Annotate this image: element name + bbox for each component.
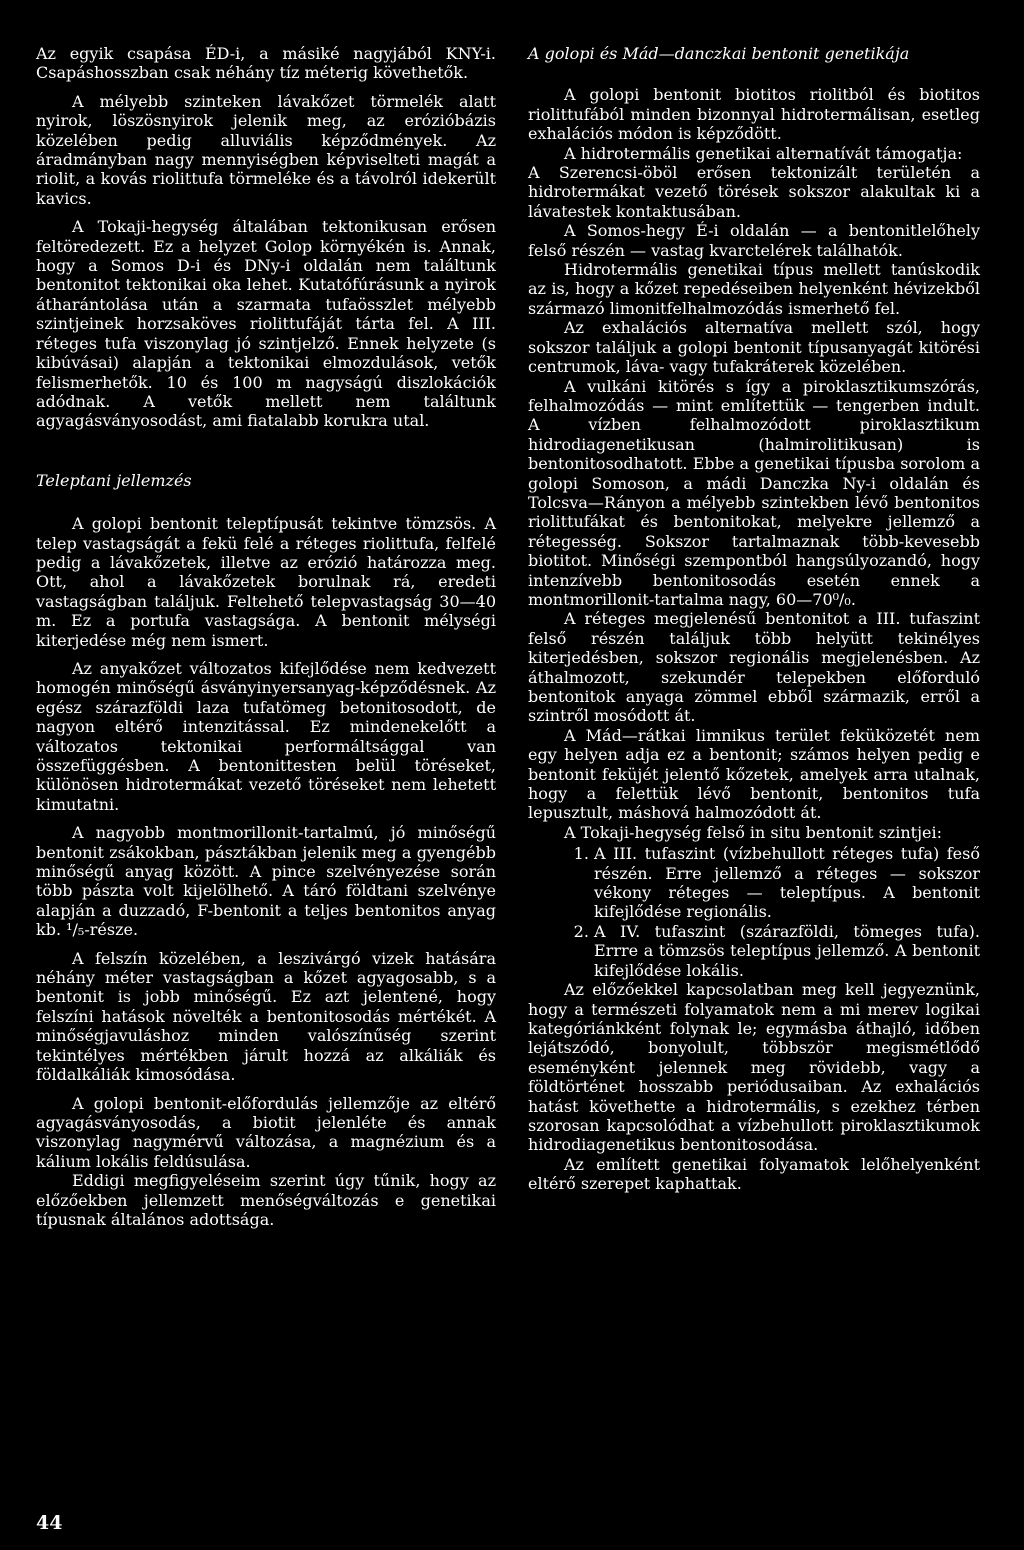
right-column [528, 44, 980, 1194]
paragraph: A Tokaji-hegység felső in situ bentonit szintjei: [564, 822, 943, 842]
paragraph: A Tokaji-hegység általában tektonikusan erősen feltöredezett. Ez a helyzet Golop környékén is. Annak, hogy a Somos D-i és DNy-i oldalán nem találtunk bentonitot tektonikai oka lehet. Kutatófúrásunk a nyirok átharántolása után a szarmata tufaösszlet mélyebb szintjeinek horzsaköves riolittufáját tárta fel. A III. réteges tufa viszonylag jó szintjelző. Ennek helyzete (s kibúvásai) alapján a tektonikai elmozdulások, vetők felismerhetők. 10 és 100 m nagyságú diszlokációk adódnak. A vetők mellett nem találtunk agyagásványosodást, ami fiatalabb korukra utal. [36, 217, 496, 431]
paragraph: A golopi bentonit teleptípusát tekintve tömzsös. A telep vastagságát a fekü felé a réteges riolittufa, felfelé pedig a lávakőzetek, illetve az erózió határozza meg. Ott, ahol a lávakőzetek borulnak rá, eredeti vastagságban találjuk. Feltehető telepvastagság 30—40 m. Ez a portufa vastagsága. A bentonit mélységi kiterjedése még nem ismert. [36, 514, 496, 650]
paragraph: A Somos-hegy É-i oldalán — a bentonitlelőhely felső részén — vastag kvarctelérek találhatók. [528, 221, 980, 260]
paragraph: A vulkáni kitörés s így a piroklasztikumszórás, felhalmozódás — mint említettük — tengerben indult. A vízben felhalmozódott piroklasztikum hidrodiagenetikusan (halmirolitikusan) is bentonitosodhatott. Ebbe a genetikai típusba sorolom a golopi Somoson, a mádi Danczka Ny-i oldalán és Tolcsva—Rányon a mélyebb szintekben lévő bentonitos riolittufákat és bentonitokat, melyekre jellemző a rétegesség. Sokszor tartalmaznak több-kevesebb biotitot. Minőségi szempontból hangsúlyozandó, hogy intenzívebb bentonitosodás esetén ennek a montmorillonit-tartalma nagy, 60—70⁰/₀. [528, 376, 980, 609]
bentonite-levels-list [528, 844, 980, 980]
paragraph: A golopi bentonit biotitos riolitból és biotitos riolittufából minden bizonnyal hidrotermálisan, esetleg exhalációs módon is képződött. [528, 85, 980, 144]
paragraph: Az anyakőzet változatos kifejlődése nem kedvezett homogén minőségű ásványinyersanyag-képződésnek. Az egész szárazföldi laza tufatömeg betonitosodott, de nagyon eltérő intenzitással. Ez mindenekelőtt a változatos tektonikai performáltsággal van összefüggésben. A bentonittesten belül töréseket, különösen hidrotermákat vezető töréseket nem lehetett kimutatni. [36, 658, 496, 814]
paragraph: A hidrotermális genetikai alternatívát támogatja: [564, 143, 963, 163]
paragraph: Eddigi megfigyeléseim szerint úgy tűnik, hogy az előzőekben jellemzett menőségváltozás e genetikai típusnak általános adottsága. [36, 1171, 496, 1229]
paragraph: A mélyebb szinteken lávakőzet törmelék alatt nyirok, löszösnyirok jelenik meg, az erózióbázis közelében pedig alluviális képződmények. Az áradmányban nagy mennyiségben képviselteti magát a riolit, a kovás riolittufa törmeléke és a távolról idekerült kavics. [36, 91, 496, 208]
paragraph: A réteges megjelenésű bentonitot a III. tufaszint felső részén találjuk több helyütt tekinélyes kiterjedésben, sokszor regionális megjelenésben. Az áthalmozott, szekundér telepekben előforduló bentonitok anyaga zömmel ebből származik, erről a szintről mosódott át. [528, 609, 980, 726]
paragraph: Hidrotermális genetikai típus mellett tanúskodik az is, hogy a kőzet repedéseiben helyenként hévizekből származó limonitfelhalmozódás ismerhető fel. [528, 260, 980, 318]
paragraph: Az előzőekkel kapcsolatban meg kell jegyeznünk, hogy a természeti folyamatok nem a mi merev logikai kategóriánkként folynak le; egymásba áthajló, időben lejátszódó, bonyolult, többször megismétlődő eseményként jelennek meg rövidebb, vagy a földtörténet hosszabb periódusaiban. Az exhalációs hatást követhette a hidrotermális, s ezekhez térben szorosan kapcsolódhat a vízbehullott piroklasztikumok hidrodiagenetikus bentonitosodása. [528, 980, 980, 1155]
paragraph: A Szerencsi-öböl erősen tektonizált területén a hidrotermákat vezető törések sokszor alakultak ki a lávatestek kontaktusában. [528, 163, 980, 221]
paragraph: Az említett genetikai folyamatok lelőhelyenként eltérő szerepet kaphattak. [528, 1154, 980, 1194]
paragraph: A Mád—rátkai limnikus terület feküközetét nem egy helyen adja ez a bentonit; számos helyen pedig e bentonit feküjét jelentő kőzetek, amelyek arra utalnak, hogy a felettük lévő bentonit, bentonitos tufa lepusztult, máshová halmozódott át. [528, 725, 980, 823]
paragraph: Az egyik csapása ÉD-i, a másiké nagyjából KNY-i. Csapáshosszban csak néhány tíz méterig követhetők. [36, 44, 496, 83]
paragraph: A felszín közelében, a leszivárgó vizek hatására néhány méter vastagságban a kőzet agyagosabb, s a bentonit is jobb minőségű. Ez azt jelentené, hogy felszíni hatások növelték a bentonitosodás mértékét. A minőségjavuláshoz minden valószínűség szerint tekintélyes mértékben járult hozzá az alkáliák és földalkáliák kimosódása. [36, 948, 496, 1085]
paragraph: A nagyobb montmorillonit-tartalmú, jó minőségű bentonit zsákokban, pásztákban jelenik meg a gyengébb minőségű anyag között. A pince szelvényezése során több pászta volt kijelölhető. A táró földtani szelvénye alapján a duzzadó, F-bentonit a teljes bentonitos anyag kb. ¹/₅-része. [36, 823, 496, 940]
left-column [36, 44, 496, 1229]
section-heading: Teleptani jellemzés [36, 470, 192, 490]
paragraph: A golopi bentonit-előfordulás jellemzője az eltérő agyagásványosodás, a biotit jelenléte és annak viszonylag nagymérvű változása, a magnézium és a kálium lokális feldúsulása. [36, 1093, 496, 1171]
page-number: 44 [36, 1512, 63, 1534]
list-item: 2. A IV. tufaszint (szárazföldi, tömeges tufa). Errre a tömzsös teleptípus jellemző. A bentonit kifejlődése lokális. [594, 922, 980, 980]
list-item: 1. A III. tufaszint (vízbehullott réteges tufa) feső részén. Erre jellemző a réteges — sokszor vékony réteges — teleptípus. A bentonit kifejlődése regionális. [594, 844, 980, 922]
paragraph: Az exhalációs alternatíva mellett szól, hogy sokszor találjuk a golopi bentonit típusanyagát kitörési centrumok, láva- vagy tufakráterek közelében. [528, 318, 980, 377]
section-heading: A golopi és Mád—danczkai bentonit genetikája [528, 44, 910, 63]
